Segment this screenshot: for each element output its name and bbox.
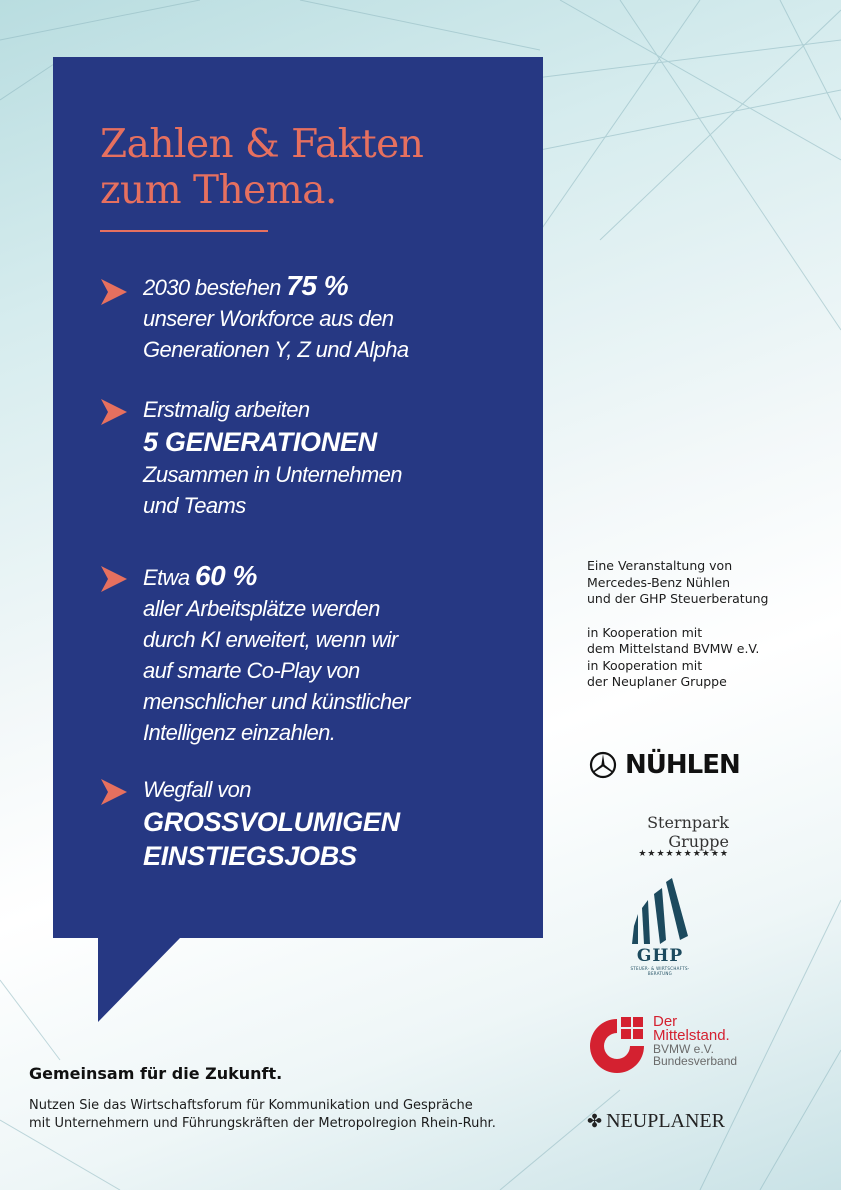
- fact-highlight: GROSSVOLUMIGEN: [143, 807, 400, 837]
- fact-ai-jobs: [143, 560, 410, 748]
- chevron-arrow-icon: [100, 778, 128, 806]
- organizer-line: Eine Veranstaltung von: [587, 558, 733, 573]
- headline-line-1: Zahlen & Fakten: [100, 122, 424, 167]
- nuhlen-logo: [589, 750, 740, 780]
- sternpark-logo: [589, 813, 729, 859]
- headline-line-2: zum Thema.: [100, 168, 337, 213]
- ghp-wordmark: GHP: [636, 946, 684, 966]
- footer-line: Nutzen Sie das Wirtschaftsforum für Kommunikation und Gespräche: [29, 1098, 473, 1113]
- fact-highlight: 60 %: [195, 560, 257, 591]
- mittelstand-line: Mittelstand.: [653, 1027, 730, 1044]
- fact-highlight: EINSTIEGSJOBS: [143, 841, 357, 871]
- headline: [100, 122, 423, 214]
- neuplaner-wordmark: NEUPLANER: [606, 1110, 725, 1132]
- fact-workforce: [143, 270, 409, 365]
- ghp-logo: [620, 878, 700, 976]
- fact-highlight: 75 %: [286, 270, 349, 301]
- nuhlen-wordmark: NÜHLEN: [625, 750, 740, 780]
- headline-underline: [100, 230, 268, 232]
- stars-icon: ★★★★★★★★★★: [638, 849, 729, 859]
- fact-line: menschlicher und künstlicher: [143, 689, 410, 714]
- neuplaner-pinwheel-icon: ✤: [587, 1111, 603, 1131]
- fact-line: durch KI erweitert, wenn wir: [143, 627, 398, 652]
- fact-line: auf smarte Co-Play von: [143, 658, 360, 683]
- fact-line: Generationen Y, Z und Alpha: [143, 337, 409, 362]
- neuplaner-logo: [587, 1110, 725, 1133]
- ghp-subline: BERATUNG: [647, 971, 673, 976]
- footer-heading: Gemeinsam für die Zukunft.: [29, 1064, 283, 1083]
- cooperation-line: dem Mittelstand BVMW e.V.: [587, 641, 760, 656]
- fact-generations: [143, 394, 402, 521]
- mittelstand-subline: Bundesverband: [653, 1054, 738, 1068]
- fact-prefix: Erstmalig arbeiten: [143, 397, 310, 422]
- ghp-sails-icon: [620, 878, 700, 948]
- sternpark-wordmark: Sternpark Gruppe: [647, 813, 729, 851]
- chevron-arrow-icon: [100, 278, 128, 306]
- mittelstand-subline: BVMW e.V.: [653, 1042, 714, 1056]
- fact-prefix: Etwa: [143, 565, 196, 590]
- mercedes-star-icon: [589, 751, 617, 779]
- fact-prefix: 2030 bestehen: [143, 275, 287, 300]
- organizer-line: Mercedes-Benz Nühlen: [587, 574, 731, 590]
- chevron-arrow-icon: [100, 398, 128, 426]
- organizer-line: und der GHP Steuerberatung: [587, 591, 769, 606]
- mittelstand-emblem-icon: [586, 1015, 648, 1077]
- footer-line: mit Unternehmern und Führungskräften der Metropolregion Rhein-Ruhr.: [29, 1116, 496, 1131]
- fact-highlight: 5 GENERATIONEN: [143, 427, 377, 457]
- mittelstand-logo: [586, 1015, 737, 1077]
- mittelstand-line: Der: [653, 1013, 678, 1030]
- fact-entry-jobs: [143, 774, 400, 873]
- fact-line: und Teams: [143, 493, 246, 518]
- fact-prefix: Wegfall von: [143, 777, 251, 802]
- cooperation-line: in Kooperation mit: [587, 624, 703, 640]
- fact-line: Intelligenz einzahlen.: [143, 720, 336, 745]
- fact-line: unserer Workforce aus den: [143, 306, 394, 331]
- fact-line: Zusammen in Unternehmen: [143, 462, 402, 487]
- organizers-info: [587, 558, 768, 691]
- cooperation-line: der Neuplaner Gruppe: [587, 674, 727, 689]
- footer-description: [29, 1097, 496, 1133]
- ghp-subline: STEUER- & WIRTSCHAFTS-: [630, 966, 690, 971]
- cooperation-line: in Kooperation mit: [587, 657, 703, 673]
- fact-line: aller Arbeitsplätze werden: [143, 596, 380, 621]
- chevron-arrow-icon: [100, 565, 128, 593]
